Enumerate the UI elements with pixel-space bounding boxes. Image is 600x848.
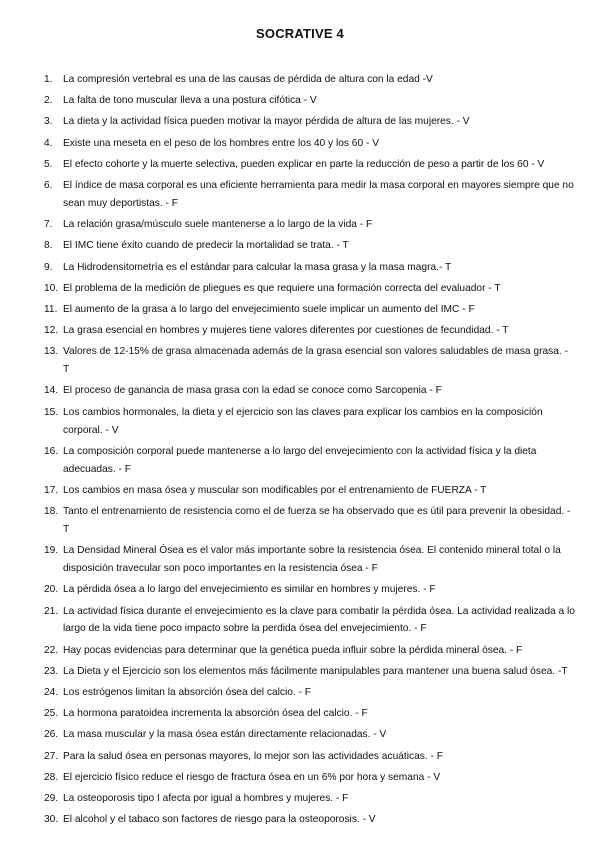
item-text: El efecto cohorte y la muerte selectiva, pueden explicar en parte la reducción de peso a partir de los 60 - V	[63, 158, 545, 170]
item-text: Valores de 12-15% de grasa almacenada además de la grasa esencial son valores saludables de masa grasa. - T	[63, 346, 568, 376]
item-text: La Hidrodensitometría es el estándar para calcular la masa grasa y la masa magra.- T	[63, 261, 452, 273]
item-text: El IMC tiene éxito cuando de predecir la mortalidad se trata. - T	[63, 240, 349, 252]
item-number: 11.	[44, 303, 58, 315]
list-item	[44, 177, 584, 213]
list-item	[44, 156, 584, 174]
item-text: Los estrógenos limitan la absorción ósea del calcio. - F	[63, 687, 312, 699]
item-number: 30.	[44, 814, 59, 826]
item-text: Para la salud ósea en personas mayores, lo mejor son las actividades acuáticas. - F	[63, 750, 443, 762]
item-number: 16.	[44, 445, 59, 457]
item-text: La compresión vertebral es una de las causas de pérdida de altura con la edad -V	[63, 74, 433, 85]
item-number: 15.	[44, 406, 59, 418]
list-item	[44, 404, 584, 440]
item-text: La relación grasa/músculo suele mantenerse a lo largo de la vida - F	[63, 219, 373, 231]
item-number: 6.	[44, 180, 53, 192]
item-text: El alcohol y el tabaco son factores de riesgo para la osteoporosis. - V	[63, 814, 376, 826]
item-number: 1.	[44, 74, 53, 85]
list-item	[44, 301, 584, 319]
list-item	[44, 135, 584, 153]
item-text: La hormona paratoidea incrementa la absorción ósea del calcio. - F	[63, 708, 368, 720]
item-text: La pérdida ósea a lo largo del envejecimiento es similar en hombres y mujeres. - F	[63, 584, 436, 596]
item-text: Los cambios hormonales, la dieta y el ejercicio son las claves para explicar los cambios en la composición corporal. - V	[63, 406, 543, 436]
list-item	[44, 726, 584, 744]
item-text: El proceso de ganancia de masa grasa con la edad se conoce como Sarcopenia - F	[63, 385, 442, 397]
item-number: 18.	[44, 506, 59, 518]
list-item	[44, 482, 584, 500]
list-item	[44, 748, 584, 766]
list-item	[44, 343, 584, 379]
list-item	[44, 113, 584, 131]
item-text: La osteoporosis tipo I afecta por igual a hombres y mujeres. - F	[63, 793, 349, 805]
item-number: 26.	[44, 729, 59, 741]
item-number: 9.	[44, 261, 53, 273]
item-text: La composición corporal puede mantenerse a lo largo del envejecimiento con la actividad física y la dieta adecuadas. - F	[63, 445, 537, 475]
list-item	[44, 503, 584, 539]
page-title: SOCRATIVE 4	[256, 26, 344, 41]
item-number: 23.	[44, 665, 59, 677]
list-item	[44, 684, 584, 702]
item-number: 13.	[44, 346, 59, 358]
item-number: 5.	[44, 158, 53, 170]
list-item	[44, 705, 584, 723]
list-item	[44, 790, 584, 808]
item-text: El problema de la medición de pliegues es que requiere una formación correcta del evaluador - T	[63, 282, 501, 294]
item-number: 10.	[44, 282, 59, 294]
item-text: La actividad física durante el envejecimiento es la clave para combatir la pérdida ósea. La actividad realizada a lo largo de la vida tiene poco impacto sobre la perdida ósea del envejecimiento. - F	[63, 605, 575, 635]
list-item	[44, 237, 584, 255]
item-number: 25.	[44, 708, 59, 720]
list-item	[44, 542, 584, 578]
item-text: Hay pocas evidencias para determinar que la genética pueda influir sobre la pérdida mineral ósea. - F	[63, 644, 523, 656]
item-text: La Densidad Mineral Ósea es el valor más importante sobre la resistencia ósea. El contenido mineral total o la disposición travecular son poco importantes en la resistencia ósea - F	[63, 545, 561, 575]
list-item	[44, 663, 584, 681]
item-text: Existe una meseta en el peso de los hombres entre los 40 y los 60 - V	[63, 137, 379, 149]
item-number: 14.	[44, 385, 59, 397]
item-number: 7.	[44, 219, 53, 231]
list-item	[44, 581, 584, 599]
item-number: 22.	[44, 644, 59, 656]
list-item	[44, 769, 584, 787]
item-text: La masa muscular y la masa ósea están directamente relacionadas. - V	[63, 729, 387, 741]
list-item	[44, 92, 584, 110]
item-number: 21.	[44, 605, 59, 617]
item-number: 20.	[44, 584, 59, 596]
item-number: 3.	[44, 116, 53, 128]
item-number: 19.	[44, 545, 59, 557]
item-number: 28.	[44, 771, 59, 783]
item-number: 29.	[44, 793, 59, 805]
item-text: Tanto el entrenamiento de resistencia como el de fuerza se ha observado que es útil para prevenir la obesidad. - T	[63, 506, 571, 535]
list-item	[44, 280, 584, 298]
item-text: El ejercicio físico reduce el riesgo de fractura ósea en un 6% por hora y semana - V	[63, 771, 441, 783]
item-number: 24.	[44, 687, 59, 699]
list-item	[44, 811, 584, 829]
item-number: 8.	[44, 240, 53, 252]
list-item	[44, 71, 584, 89]
item-number: 17.	[44, 484, 59, 496]
item-text: El aumento de la grasa a lo largo del envejecimiento suele implicar un aumento del IMC - F	[63, 303, 475, 315]
list-item	[44, 216, 584, 234]
list-item	[44, 259, 584, 277]
item-text: El índice de masa corporal es una eficiente herramienta para medir la masa corporal en mayores siempre que no sean muy deportistas. - F	[63, 180, 574, 209]
item-number: 2.	[44, 95, 53, 107]
item-text: La falta de tono muscular lleva a una postura cifótica - V	[63, 95, 317, 107]
list-item	[44, 642, 584, 660]
question-list	[44, 71, 584, 832]
list-item	[44, 603, 584, 639]
item-number: 4.	[44, 137, 53, 149]
item-text: La Dieta y el Ejercicio son los elementos más fácilmente manipulables para mantener una buena salud ósea. -T	[63, 665, 568, 677]
item-text: La dieta y la actividad física pueden motivar la mayor pérdida de altura de las mujeres. - V	[63, 116, 470, 128]
item-number: 12.	[44, 325, 59, 337]
item-number: 27.	[44, 750, 59, 762]
list-item	[44, 382, 584, 400]
list-item	[44, 443, 584, 479]
item-text: La grasa esencial en hombres y mujeres tiene valores diferentes por cuestiones de fecundidad. - T	[63, 325, 509, 337]
item-text: Los cambios en masa ósea y muscular son modificables por el entrenamiento de FUERZA - T	[63, 484, 487, 496]
list-item	[44, 322, 584, 340]
